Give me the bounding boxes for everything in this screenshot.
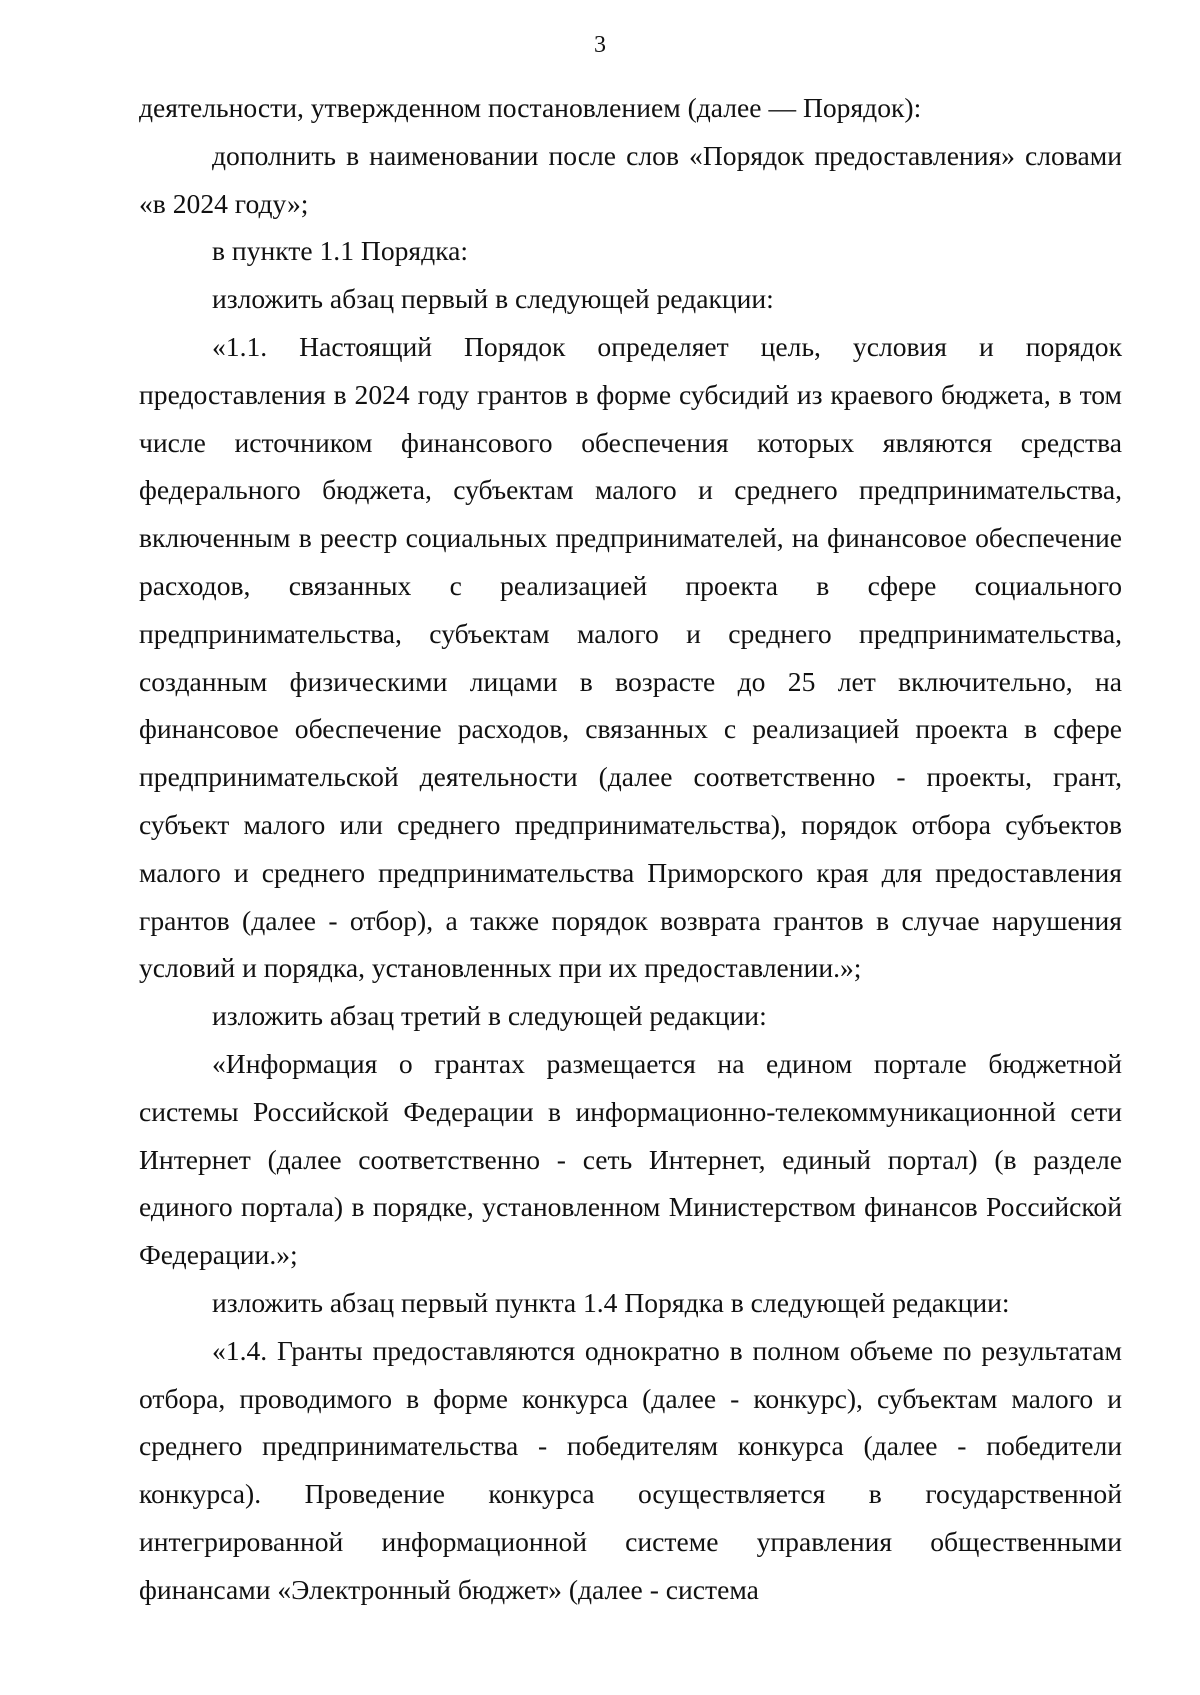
document-body <box>139 84 1122 1614</box>
paragraph-clause-1-1-intro: в пункте 1.1 Порядка: <box>212 235 469 267</box>
paragraph-amend-third-abzac: изложить абзац третий в следующей редакции: <box>212 1000 767 1032</box>
paragraph-amend-title: дополнить в наименовании после слов «Порядок предоставления» словами «в 2024 году»; <box>139 139 1122 219</box>
paragraph-amend-clause-1-4: изложить абзац первый пункта 1.4 Порядка в следующей редакции: <box>212 1286 1010 1318</box>
page-number: 3 <box>594 32 606 58</box>
paragraph-amend-first-abzac: изложить абзац первый в следующей редакции: <box>212 283 774 315</box>
paragraph-clause-1-4-text: «1.4. Гранты предоставляются однократно в полном объеме по результатам отбора, проводимого в форме конкурса (далее - конкурс), субъектам малого и среднего предпринимательства - победителям конкурса (далее - победители конкурса). Проведение конкурса осуществляется в государственной интегрированной информационной системе управления общественными финансами «Электронный бюджет» (далее - система <box>139 1334 1122 1605</box>
paragraph-clause-1-1-text: «1.1. Настоящий Порядок определяет цель, условия и порядок предоставления в 2024 году грантов в форме субсидий из краевого бюджета, в том числе источником финансового обеспечения которых являются средства федерального бюджета, субъектам малого и среднего предпринимательства, включенным в реестр социальных предпринимателей, на финансовое обеспечение расходов, связанных с реализацией проекта в сфере социального предпринимательства, субъектам малого и среднего предпринимательства, созданным физическими лицами в возрасте до 25 лет включительно, на финансовое обеспечение расходов, связанных с реализацией проекта в сфере предпринимательской деятельности (далее соответственно - проекты, грант, субъект малого или среднего предпринимательства), порядок отбора субъектов малого и среднего предпринимательства Приморского края для предоставления грантов (далее - отбор), а также порядок возврата грантов в случае нарушения условий и порядка, установленных при их предоставлении.»; <box>139 330 1122 984</box>
paragraph-grant-info-text: «Информация о грантах размещается на едином портале бюджетной системы Российской Федерации в информационно-телекоммуникационной сети Интернет (далее соответственно - сеть Интернет, единый портал) (в разделе единого портала) в порядке, установленном Министерством финансов Российской Федерации.»; <box>139 1047 1122 1271</box>
paragraph-continuation: деятельности, утвержденном постановлением (далее — Порядок): <box>139 92 922 123</box>
